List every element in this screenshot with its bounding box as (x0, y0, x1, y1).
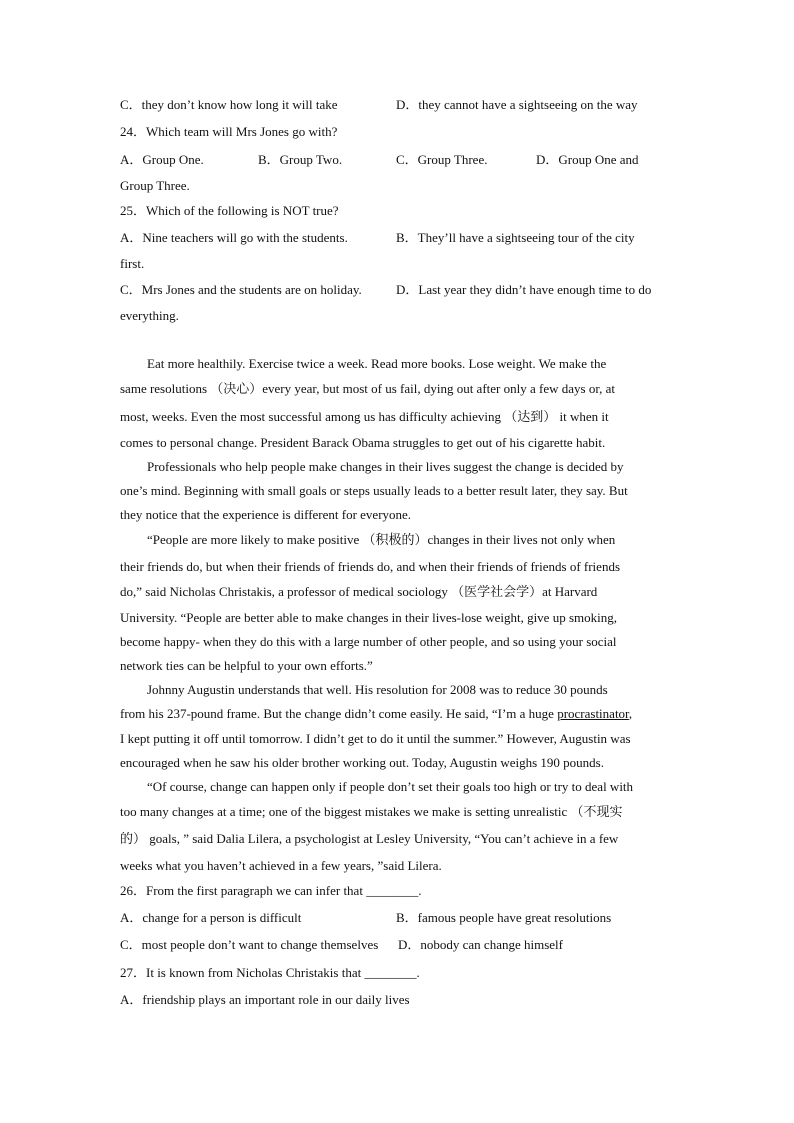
passage-line: “People are more likely to make positive （积极的）changes in their lives not only when (147, 532, 616, 547)
passage-line: weeks what you haven’t achieved in a few years, ”said Lilera. (120, 858, 442, 873)
passage-line: “Of course, change can happen only if people don’t set their goals too high or try to deal with (147, 779, 634, 794)
q23-option-d: D．they cannot have a sightseeing on the way (396, 97, 638, 112)
q26-stem: 26．From the first paragraph we can infer that ________. (120, 883, 422, 898)
q24-stem: 24．Which team will Mrs Jones go with? (120, 124, 338, 139)
q26-option-d: D．nobody can change himself (398, 937, 563, 952)
q27-stem: 27．It is known from Nicholas Christakis that ________. (120, 965, 420, 980)
underlined-word: procrastinator (557, 706, 629, 721)
q25-option-a: A．Nine teachers will go with the students. (120, 230, 348, 245)
q25-option-b-continued: first. (120, 256, 145, 271)
passage-line: Johnny Augustin understands that well. His resolution for 2008 was to reduce 30 pounds (147, 682, 608, 697)
passage-line: comes to personal change. President Barack Obama struggles to get out of his cigarette habit. (120, 435, 606, 450)
passage-line: encouraged when he saw his older brother working out. Today, Augustin weighs 190 pounds. (120, 755, 604, 770)
passage-text: , (628, 706, 633, 721)
passage-line (120, 706, 632, 722)
passage-line: 的） goals, ” said Dalia Lilera, a psychologist at Lesley University, “You can’t achieve in a few (120, 831, 619, 846)
q25-option-c: C．Mrs Jones and the students are on holiday. (120, 282, 362, 297)
passage-line: I kept putting it off until tomorrow. I didn’t get to do it until the summer.” However, Augustin was (120, 731, 631, 746)
passage-line: one’s mind. Beginning with small goals or steps usually leads to a better result later, they say. But (120, 483, 628, 498)
q26-option-c: C．most people don’t want to change themselves (120, 937, 379, 952)
passage-line: University. “People are better able to make changes in their lives-lose weight, give up smoking, (120, 610, 617, 625)
q25-stem: 25．Which of the following is NOT true? (120, 203, 339, 218)
passage-line: Eat more healthily. Exercise twice a week. Read more books. Lose weight. We make the (147, 356, 607, 371)
passage-line: most, weeks. Even the most successful among us has difficulty achieving （达到） it when it (120, 409, 609, 424)
q25-option-d-continued: everything. (120, 308, 179, 323)
passage-line: same resolutions （决心）every year, but most of us fail, dying out after only a few days or, at (120, 381, 616, 396)
passage-line: their friends do, but when their friends of friends do, and when their friends of friends of friends (120, 559, 620, 574)
q24-option-d-continued: Group Three. (120, 178, 190, 193)
passage-line: too many changes at a time; one of the biggest mistakes we make is setting unrealistic （不现实 (120, 804, 623, 819)
q24-option-b: B．Group Two. (258, 152, 343, 167)
q23-option-c: C．they don’t know how long it will take (120, 97, 338, 112)
q24-option-a: A．Group One. (120, 152, 204, 167)
q25-option-b: B．They’ll have a sightseeing tour of the city (396, 230, 635, 245)
passage-line: they notice that the experience is different for everyone. (120, 507, 412, 522)
passage-line: Professionals who help people make changes in their lives suggest the change is decided by (147, 459, 624, 474)
q27-option-a: A．friendship plays an important role in our daily lives (120, 992, 410, 1007)
passage-line: do,” said Nicholas Christakis, a professor of medical sociology （医学社会学）at Harvard (120, 584, 598, 599)
q24-option-c: C．Group Three. (396, 152, 488, 167)
passage-line: become happy- when they do this with a large number of other people, and so using your social (120, 634, 617, 649)
q26-option-a: A．change for a person is difficult (120, 910, 302, 925)
passage-text: from his 237-pound frame. But the change didn’t come easily. He said, “I’m a huge (120, 706, 558, 721)
q24-option-d: D．Group One and (536, 152, 639, 167)
q25-option-d: D．Last year they didn’t have enough time to do (396, 282, 652, 297)
q26-option-b: B．famous people have great resolutions (396, 910, 612, 925)
passage-line: network ties can be helpful to your own efforts.” (120, 658, 373, 673)
